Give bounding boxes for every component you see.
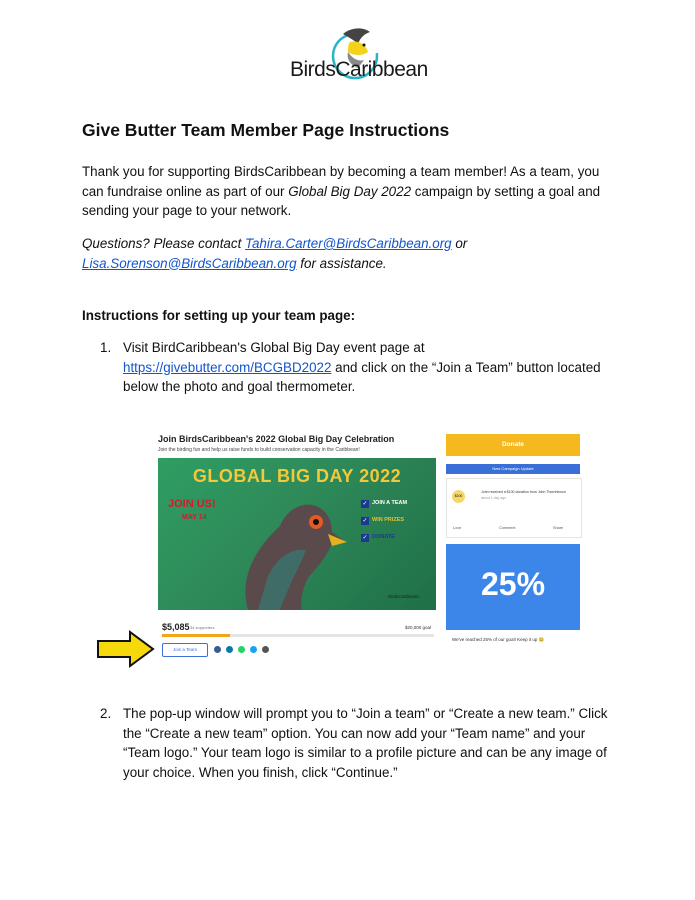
- banner-bullet: DONATE: [372, 534, 395, 540]
- goal-thermometer: [162, 634, 434, 637]
- facebook-icon[interactable]: [214, 646, 221, 653]
- logo-text: BirdsCaribbean: [290, 58, 428, 81]
- campaign-title: Join BirdsCaribbean's 2022 Global Big Day Celebration: [158, 434, 395, 444]
- banner-bullet: JOIN A TEAM: [372, 500, 408, 506]
- donation-text: John received a $100 donation from John Thornhinson about 1 day ago: [481, 490, 566, 500]
- intro-paragraph: Thank you for supporting BirdsCaribbean by becoming a team member! As a team, you can fundraise online as part of our Global Big Day 2022 campaign by setting a goal and sending your page to your network.: [82, 164, 601, 218]
- donation-avatar: $100: [452, 490, 465, 503]
- email-link-lisa[interactable]: Lisa.Sorenson@BirdsCaribbean.org: [82, 255, 297, 271]
- banner-title: GLOBAL BIG DAY 2022: [192, 466, 402, 486]
- percent-text: 25%: [480, 566, 546, 602]
- checkbox-icon: ✓: [362, 501, 368, 507]
- email-icon[interactable]: [262, 646, 269, 653]
- arrow-pointer-icon: [96, 630, 156, 673]
- comment-action[interactable]: Comment: [499, 526, 516, 530]
- percent-graphic: [446, 544, 580, 630]
- campaign-page-screenshot: [150, 428, 586, 664]
- step-text: The pop-up window will prompt you to “Join a team” or “Create a new team.” Click the “Create a new team” option. You can now add your “Team name” and your “Team logo.” Your team logo is similar to a profile picture and can be any image of your choice. When you finish, click “Continue.”: [123, 706, 608, 780]
- givebutter-link[interactable]: https://givebutter.com/BCGBD2022: [123, 359, 332, 375]
- checkbox-icon: ✓: [362, 535, 368, 541]
- supporters-count: 34 supporters: [190, 625, 215, 630]
- instructions-heading: Instructions for setting up your team page:: [82, 308, 356, 323]
- join-us-text: JOIN US!: [168, 498, 216, 510]
- progress-fill: [162, 634, 230, 637]
- linkedin-icon[interactable]: [226, 646, 233, 653]
- share-action[interactable]: Share: [553, 526, 564, 530]
- twitter-icon[interactable]: [250, 646, 257, 653]
- join-a-team-button[interactable]: Join a Team: [162, 643, 208, 657]
- step-number: 1.: [100, 340, 112, 355]
- raised-amount: $5,085: [162, 622, 190, 632]
- new-campaign-update-button[interactable]: New Campaign Update: [446, 464, 580, 474]
- event-date: MAY 14: [182, 514, 207, 521]
- pigeon-photo: [228, 486, 348, 610]
- goal-amount: $20,000 goal: [405, 625, 432, 630]
- activity-card: [446, 478, 582, 538]
- campaign-subtitle: Join the birding fun and help us raise funds to build conservation capacity in the Caribbean!: [158, 447, 360, 453]
- step-text: Visit BirdCaribbean's Global Big Day event page at https://givebutter.com/BCGBD2022 and click on the “Join a Team” button located below the photo and goal thermometer.: [123, 340, 601, 394]
- page-title: Give Butter Team Member Page Instructions: [82, 120, 450, 140]
- campaign-banner: [158, 458, 436, 610]
- banner-bullet: WIN PRIZES: [372, 517, 405, 523]
- campaign-name: Global Big Day 2022: [288, 183, 412, 199]
- questions-paragraph: Questions? Please contact Tahira.Carter@BirdsCaribbean.org or Lisa.Sorenson@BirdsCaribbean.org for assistance.: [82, 236, 468, 271]
- birdscaribbean-logo: [288, 18, 448, 88]
- step-number: 2.: [100, 706, 112, 721]
- goal-reached-text: We've reached 25% of our goal! Keep it up 😊: [452, 637, 545, 642]
- banner-logo: BirdsCaribbean: [388, 594, 420, 599]
- checkbox-icon: ✓: [362, 518, 368, 524]
- love-action[interactable]: Love: [453, 526, 462, 530]
- donate-button[interactable]: Donate: [446, 434, 580, 456]
- whatsapp-icon[interactable]: [238, 646, 245, 653]
- email-link-tahira[interactable]: Tahira.Carter@BirdsCaribbean.org: [245, 236, 452, 251]
